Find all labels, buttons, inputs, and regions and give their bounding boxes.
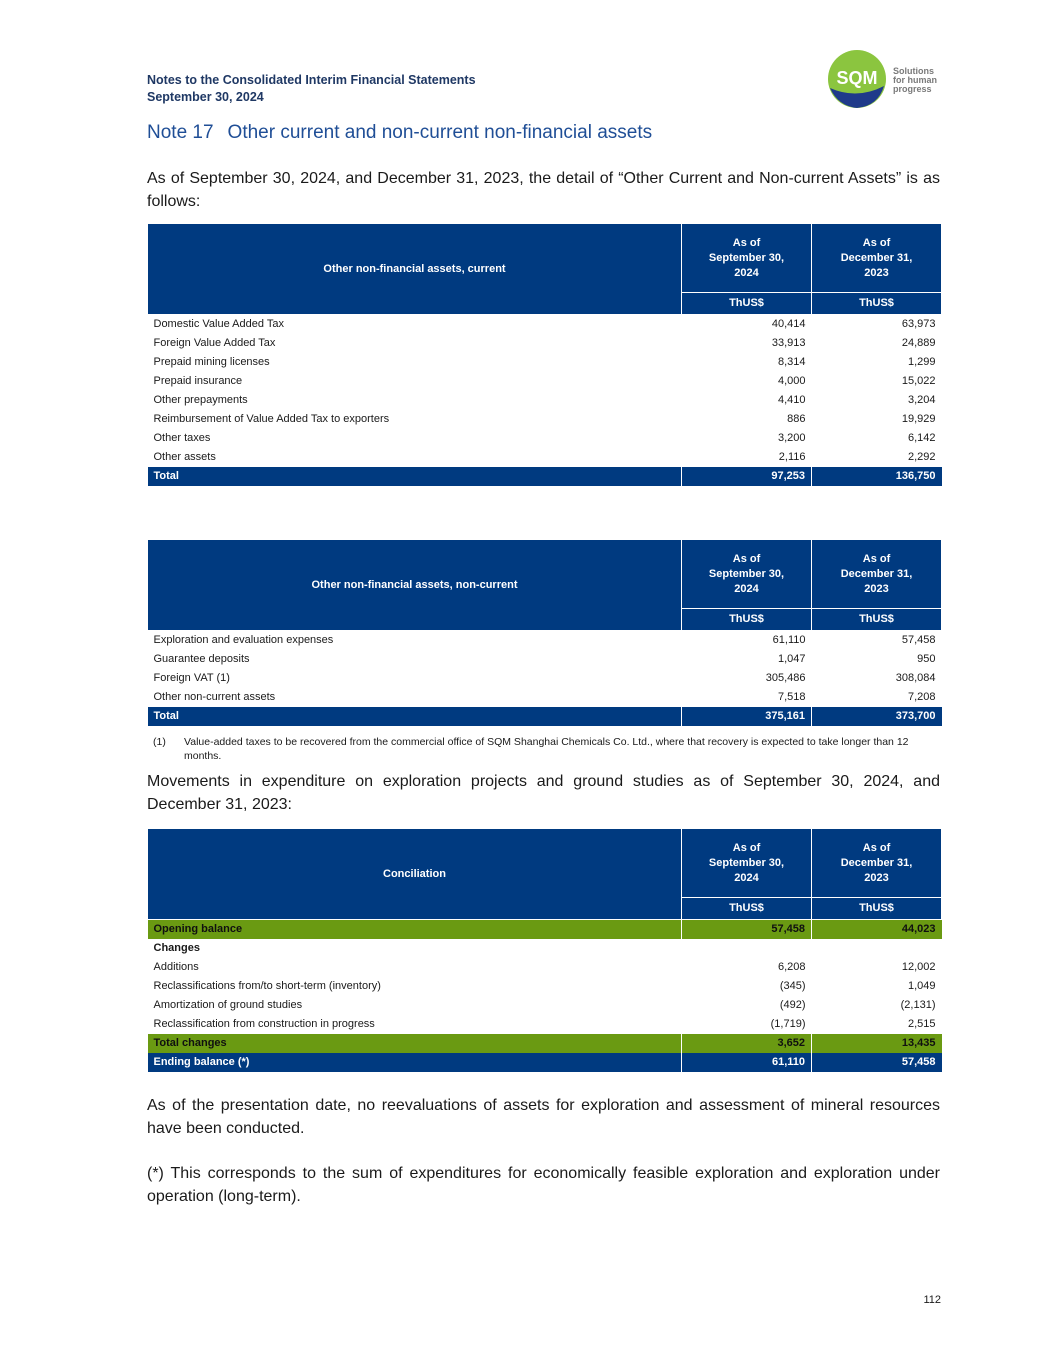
table-body bbox=[148, 958, 942, 1034]
row-value-2023: 7,208 bbox=[907, 691, 936, 703]
row-value-2023: 308,084 bbox=[895, 672, 936, 684]
opening-balance-2024: 57,458 bbox=[682, 920, 812, 940]
total-row bbox=[148, 707, 942, 726]
table-heading: Conciliation bbox=[148, 829, 682, 920]
row-label: Reclassification from construction in progress bbox=[153, 1018, 375, 1030]
table-row bbox=[148, 650, 942, 669]
footnote bbox=[147, 735, 941, 763]
table-row bbox=[148, 448, 942, 467]
total-value-2024: 375,161 bbox=[682, 707, 812, 726]
row-value-2024: (492) bbox=[779, 999, 806, 1011]
closing-paragraph: As of the presentation date, no reevaluations of assets for exploration and assessment of mineral resources have been conducted. bbox=[147, 1097, 940, 1137]
table-body bbox=[148, 631, 942, 708]
row-value-2023: 15,022 bbox=[901, 375, 936, 387]
intro-paragraph: As of September 30, 2024, and December 31, 2023, the detail of “Other Current and Non-current Assets” is as follows: bbox=[147, 170, 940, 210]
total-value-2023: 136,750 bbox=[812, 467, 942, 486]
non-current-assets-table bbox=[147, 539, 942, 726]
opening-balance-row bbox=[148, 920, 942, 940]
changes-label: Changes bbox=[153, 942, 200, 954]
row-label: Reclassifications from/to short-term (inventory) bbox=[153, 980, 381, 992]
header-title: Notes to the Consolidated Interim Financial Statements bbox=[147, 73, 476, 87]
total-changes-2023: 13,435 bbox=[812, 1034, 942, 1053]
column-header-2024: As of September 30, 2024 bbox=[682, 829, 812, 898]
ending-balance-2023: 57,458 bbox=[812, 1053, 942, 1072]
unit-header: ThUS$ bbox=[812, 609, 942, 631]
table-row bbox=[148, 334, 942, 353]
unit-header: ThUS$ bbox=[682, 609, 812, 631]
total-changes-label: Total changes bbox=[148, 1034, 682, 1053]
table-row bbox=[148, 669, 942, 688]
column-header-2023: As of December 31, 2023 bbox=[812, 540, 942, 609]
row-label: Other non-current assets bbox=[153, 691, 276, 703]
total-row bbox=[148, 467, 942, 486]
table-row bbox=[148, 353, 942, 372]
total-value-2024: 97,253 bbox=[682, 467, 812, 486]
table-heading: Other non-financial assets, non-current bbox=[148, 540, 682, 631]
row-value-2024: 4,410 bbox=[777, 394, 806, 406]
table-row bbox=[148, 631, 942, 651]
total-value-2023: 373,700 bbox=[812, 707, 942, 726]
column-header-2023: As of December 31, 2023 bbox=[812, 224, 942, 293]
table-row bbox=[148, 391, 942, 410]
row-label: Exploration and evaluation expenses bbox=[153, 634, 334, 646]
row-value-2023: 6,142 bbox=[907, 432, 936, 444]
row-label: Foreign Value Added Tax bbox=[153, 337, 276, 349]
logo-tagline-2: for human bbox=[893, 75, 937, 85]
opening-balance-label: Opening balance bbox=[148, 920, 682, 940]
table-row bbox=[148, 977, 942, 996]
row-value-2024: (345) bbox=[779, 980, 806, 992]
unit-header: ThUS$ bbox=[812, 898, 942, 920]
column-header-2024: As of September 30, 2024 bbox=[682, 540, 812, 609]
row-value-2023: 24,889 bbox=[901, 337, 936, 349]
table-heading: Other non-financial assets, current bbox=[148, 224, 682, 315]
row-label: Amortization of ground studies bbox=[153, 999, 303, 1011]
footnote-text: Value-added taxes to be recovered from the commercial office of SQM Shanghai Chemicals Co. Ltd., where that recovery is expected to take longer than 12 months. bbox=[184, 736, 909, 762]
row-value-2024: 61,110 bbox=[772, 634, 806, 646]
table-row bbox=[148, 315, 942, 335]
asterisk-note-paragraph: (*) This corresponds to the sum of expenditures for economically feasible exploration and exploration under operation (long-term). bbox=[147, 1165, 940, 1205]
movements-paragraph: Movements in expenditure on exploration projects and ground studies as of September 30, 2024, and December 31, 2023: bbox=[147, 773, 940, 813]
unit-header: ThUS$ bbox=[812, 293, 942, 315]
row-value-2024: (1,719) bbox=[770, 1018, 806, 1030]
conciliation-table bbox=[147, 828, 942, 1072]
table-row bbox=[148, 688, 942, 707]
footnote-marker: (1) bbox=[153, 736, 166, 748]
ending-balance-row bbox=[148, 1053, 942, 1072]
row-label: Reimbursement of Value Added Tax to exporters bbox=[153, 413, 390, 425]
row-value-2023: 1,049 bbox=[907, 980, 936, 992]
row-value-2023: 1,299 bbox=[907, 356, 936, 368]
row-label: Domestic Value Added Tax bbox=[153, 318, 284, 330]
ending-balance-2024: 61,110 bbox=[682, 1053, 812, 1072]
row-label: Prepaid insurance bbox=[153, 375, 243, 387]
header-date: September 30, 2024 bbox=[147, 90, 264, 104]
total-changes-row bbox=[148, 1034, 942, 1053]
row-value-2024: 2,116 bbox=[778, 451, 806, 463]
row-label: Other assets bbox=[153, 451, 216, 463]
sqm-logo bbox=[826, 48, 946, 110]
opening-balance-2023: 44,023 bbox=[812, 920, 942, 940]
logo-tagline-1: Solutions bbox=[893, 66, 934, 76]
table-body bbox=[148, 315, 942, 468]
row-label: Other taxes bbox=[153, 432, 211, 444]
document-header bbox=[147, 72, 476, 106]
row-value-2023: 12,002 bbox=[901, 961, 936, 973]
table-row bbox=[148, 372, 942, 391]
row-value-2023: (2,131) bbox=[900, 999, 936, 1011]
row-label: Other prepayments bbox=[153, 394, 248, 406]
table-row bbox=[148, 958, 942, 977]
row-label: Foreign VAT (1) bbox=[153, 672, 230, 684]
row-value-2024: 3,200 bbox=[777, 432, 806, 444]
row-value-2023: 57,458 bbox=[901, 634, 936, 646]
note-heading bbox=[147, 122, 652, 144]
column-header-2023: As of December 31, 2023 bbox=[812, 829, 942, 898]
column-header-2024: As of September 30, 2024 bbox=[682, 224, 812, 293]
row-value-2024: 4,000 bbox=[777, 375, 806, 387]
row-value-2023: 3,204 bbox=[907, 394, 936, 406]
note-title: Other current and non-current non-financial assets bbox=[227, 122, 653, 143]
page-number: 112 bbox=[923, 1294, 941, 1306]
row-value-2023: 19,929 bbox=[901, 413, 936, 425]
row-value-2024: 1,047 bbox=[777, 653, 806, 665]
logo-brand: SQM bbox=[836, 68, 878, 88]
row-value-2024: 7,518 bbox=[777, 691, 806, 703]
row-label: Prepaid mining licenses bbox=[153, 356, 270, 368]
row-value-2023: 2,515 bbox=[907, 1018, 936, 1030]
row-value-2023: 63,973 bbox=[901, 318, 936, 330]
changes-label-row bbox=[148, 939, 942, 958]
logo-tagline-3: progress bbox=[893, 84, 932, 94]
ending-balance-label: Ending balance (*) bbox=[148, 1053, 682, 1072]
row-value-2023: 950 bbox=[917, 653, 936, 665]
table-row bbox=[148, 410, 942, 429]
current-assets-table bbox=[147, 223, 942, 486]
total-changes-2024: 3,652 bbox=[682, 1034, 812, 1053]
total-label: Total bbox=[148, 467, 682, 486]
row-value-2023: 2,292 bbox=[907, 451, 936, 463]
row-value-2024: 33,913 bbox=[771, 337, 806, 349]
total-label: Total bbox=[148, 707, 682, 726]
row-value-2024: 886 bbox=[787, 413, 806, 425]
row-value-2024: 40,414 bbox=[771, 318, 806, 330]
note-number: Note 17 bbox=[147, 122, 214, 143]
table-row bbox=[148, 996, 942, 1015]
row-value-2024: 305,486 bbox=[765, 672, 806, 684]
row-label: Guarantee deposits bbox=[153, 653, 250, 665]
table-row bbox=[148, 429, 942, 448]
table-row bbox=[148, 1015, 942, 1034]
unit-header: ThUS$ bbox=[682, 898, 812, 920]
row-label: Additions bbox=[153, 961, 199, 973]
row-value-2024: 8,314 bbox=[777, 356, 806, 368]
unit-header: ThUS$ bbox=[682, 293, 812, 315]
row-value-2024: 6,208 bbox=[777, 961, 806, 973]
